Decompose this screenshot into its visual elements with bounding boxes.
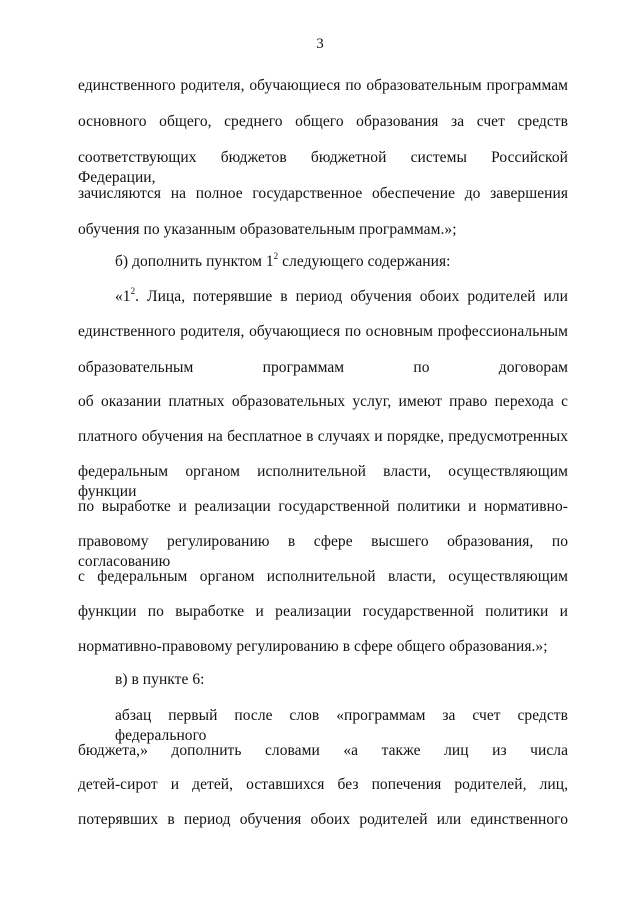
text-line: основного общего, среднего общего образования за счет средств: [78, 113, 568, 130]
text-span: следующего содержания:: [278, 253, 451, 270]
text-line: правовому регулированию в сфере высшего образования, по согласованию: [78, 533, 568, 570]
text-line: федеральным органом исполнительной власти, осуществляющим функции: [78, 463, 568, 500]
text-line: соответствующих бюджетов бюджетной системы Российской Федерации,: [78, 149, 568, 186]
text-line: потерявших в период обучения обоих родителей или единственного: [78, 811, 568, 828]
text-line: абзац первый после слов «программам за счет средств федерального: [115, 707, 568, 744]
text-line: зачисляются на полное государственное обеспечение до завершения: [78, 185, 568, 202]
text-line: нормативно-правовому регулированию в сфере общего образования.»;: [78, 638, 548, 655]
text-span: б) дополнить пунктом 1: [115, 253, 274, 270]
page-number: 3: [316, 36, 324, 52]
paragraph-v: в) в пункте 6:: [115, 671, 205, 688]
text-line: бюджета,» дополнить словами «а также лиц из числа: [78, 742, 568, 759]
superscript: 2: [130, 285, 136, 296]
text-line: с федеральным органом исполнительной власти, осуществляющим: [78, 568, 568, 585]
text-span: . Лица, потерявшие в период обучения обоих родителей или: [135, 288, 568, 305]
text-line: функции по выработке и реализации государственной политики и: [78, 603, 568, 620]
text-line: единственного родителя, обучающиеся по образовательным программам: [78, 77, 568, 94]
text-line: обучения по указанным образовательным программам.»;: [78, 221, 457, 238]
text-line: по выработке и реализации государственной политики и нормативно-: [78, 498, 568, 515]
superscript: 2: [273, 250, 279, 261]
paragraph-1-2-first-line: [115, 287, 568, 307]
text-span: «1: [115, 288, 131, 305]
paragraph-b: [115, 252, 568, 272]
text-line: платного обучения на бесплатное в случаях и порядке, предусмотренных: [78, 428, 568, 445]
text-line: образовательным программам по договорам: [78, 359, 568, 376]
text-line: детей-сирот и детей, оставшихся без попечения родителей, лиц,: [78, 776, 568, 793]
text-line: об оказании платных образовательных услуг, имеют право перехода с: [78, 393, 568, 410]
text-line: единственного родителя, обучающиеся по основным профессиональным: [78, 323, 568, 340]
